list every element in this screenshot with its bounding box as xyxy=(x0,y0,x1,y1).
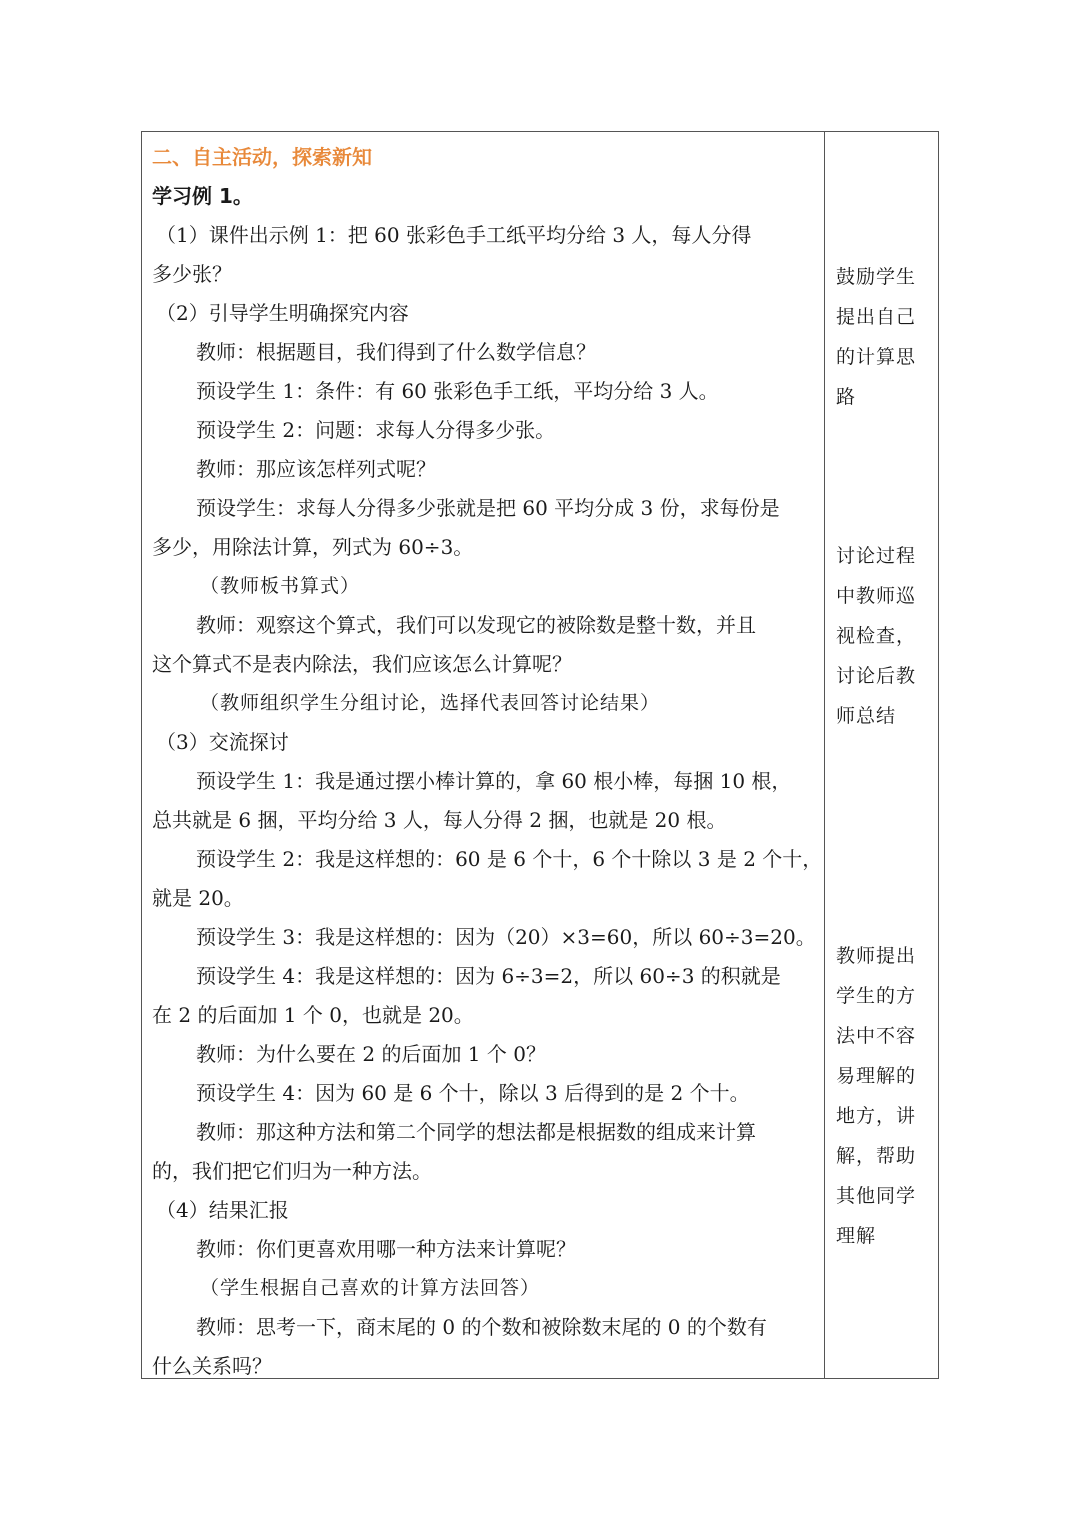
side-note-line: 其他同学 xyxy=(836,1185,917,1207)
side-note-line: 易理解的 xyxy=(836,1065,917,1087)
side-note-line: 教师提出 xyxy=(836,945,917,967)
text-line: （4）结果汇报 xyxy=(156,1198,289,1222)
side-note-line: 鼓励学生 xyxy=(836,266,917,288)
text-line: 教师：思考一下，商末尾的 0 的个数和被除数末尾的 0 的个数有 xyxy=(196,1315,767,1339)
side-note-line: 讨论后教 xyxy=(836,665,917,687)
side-note-line: 路 xyxy=(836,386,857,408)
section-heading: 二、自主活动，探索新知 xyxy=(152,145,372,169)
text-line: 多少，用除法计算，列式为 60÷3。 xyxy=(152,535,474,559)
side-note-1 xyxy=(836,257,932,417)
text-line: 就是 20。 xyxy=(152,886,244,910)
text-line: 总共就是 6 捆，平均分给 3 人，每人分得 2 捆，也就是 20 根。 xyxy=(152,808,727,832)
text-line: （教师组织学生分组讨论，选择代表回答讨论结果） xyxy=(200,692,661,714)
text-line: （2）引导学生明确探究内容 xyxy=(156,301,409,325)
column-divider xyxy=(824,131,825,1379)
text-line: 预设学生：求每人分得多少张就是把 60 平均分成 3 份，求每份是 xyxy=(196,496,780,520)
text-line: 预设学生 3：我是这样想的：因为（20）×3=60，所以 60÷3=20。 xyxy=(196,925,816,949)
text-line: 教师：观察这个算式，我们可以发现它的被除数是整十数，并且 xyxy=(196,613,756,637)
side-note-2 xyxy=(836,536,932,736)
text-line: 预设学生 2：问题：求每人分得多少张。 xyxy=(196,418,556,442)
side-note-line: 解，帮助 xyxy=(836,1145,917,1167)
text-line: 预设学生 2：我是这样想的：60 是 6 个十，6 个十除以 3 是 2 个十， xyxy=(196,847,823,871)
text-line: 预设学生 4：因为 60 是 6 个十，除以 3 后得到的是 2 个十。 xyxy=(196,1081,750,1105)
side-note-3 xyxy=(836,936,932,1256)
text-line: 教师：那这种方法和第二个同学的想法都是根据数的组成来计算 xyxy=(196,1120,756,1144)
text-line: 教师：根据题目，我们得到了什么数学信息？ xyxy=(196,340,596,364)
text-line: 什么关系吗？ xyxy=(152,1354,272,1378)
side-note-line: 的计算思 xyxy=(836,346,917,368)
text-line: （1）课件出示例 1：把 60 张彩色手工纸平均分给 3 人，每人分得 xyxy=(156,223,752,247)
text-line: 教师：为什么要在 2 的后面加 1 个 0？ xyxy=(196,1042,546,1066)
text-line: 教师：你们更喜欢用哪一种方法来计算呢？ xyxy=(196,1237,576,1261)
text-line: 在 2 的后面加 1 个 0，也就是 20。 xyxy=(152,1003,474,1027)
text-line: 预设学生 1：我是通过摆小棒计算的，拿 60 根小棒，每捆 10 根， xyxy=(196,769,792,793)
section-body xyxy=(152,216,823,1386)
side-note-line: 中教师巡 xyxy=(836,585,917,607)
side-note-line: 师总结 xyxy=(836,705,897,727)
text-line: （学生根据自己喜欢的计算方法回答） xyxy=(200,1277,541,1299)
side-note-line: 学生的方 xyxy=(836,985,917,1007)
text-line: 预设学生 4：我是这样想的：因为 6÷3=2，所以 60÷3 的积就是 xyxy=(196,964,781,988)
text-line: （3）交流探讨 xyxy=(156,730,289,754)
side-note-line: 提出自己 xyxy=(836,306,917,328)
side-note-line: 法中不容 xyxy=(836,1025,917,1047)
side-note-line: 理解 xyxy=(836,1225,877,1247)
text-line: 预设学生 1：条件：有 60 张彩色手工纸，平均分给 3 人。 xyxy=(196,379,719,403)
text-line: 这个算式不是表内除法，我们应该怎么计算呢？ xyxy=(152,652,572,676)
side-note-line: 视检查， xyxy=(836,625,917,647)
main-column xyxy=(152,138,823,1386)
text-line: （教师板书算式） xyxy=(200,575,361,597)
text-line: 教师：那应该怎样列式呢？ xyxy=(196,457,436,481)
side-note-line: 地方，讲 xyxy=(836,1105,917,1127)
text-line: 的，我们把它们归为一种方法。 xyxy=(152,1159,432,1183)
section-subheading: 学习例 1。 xyxy=(152,184,253,208)
side-note-line: 讨论过程 xyxy=(836,545,917,567)
text-line: 多少张？ xyxy=(152,262,232,286)
